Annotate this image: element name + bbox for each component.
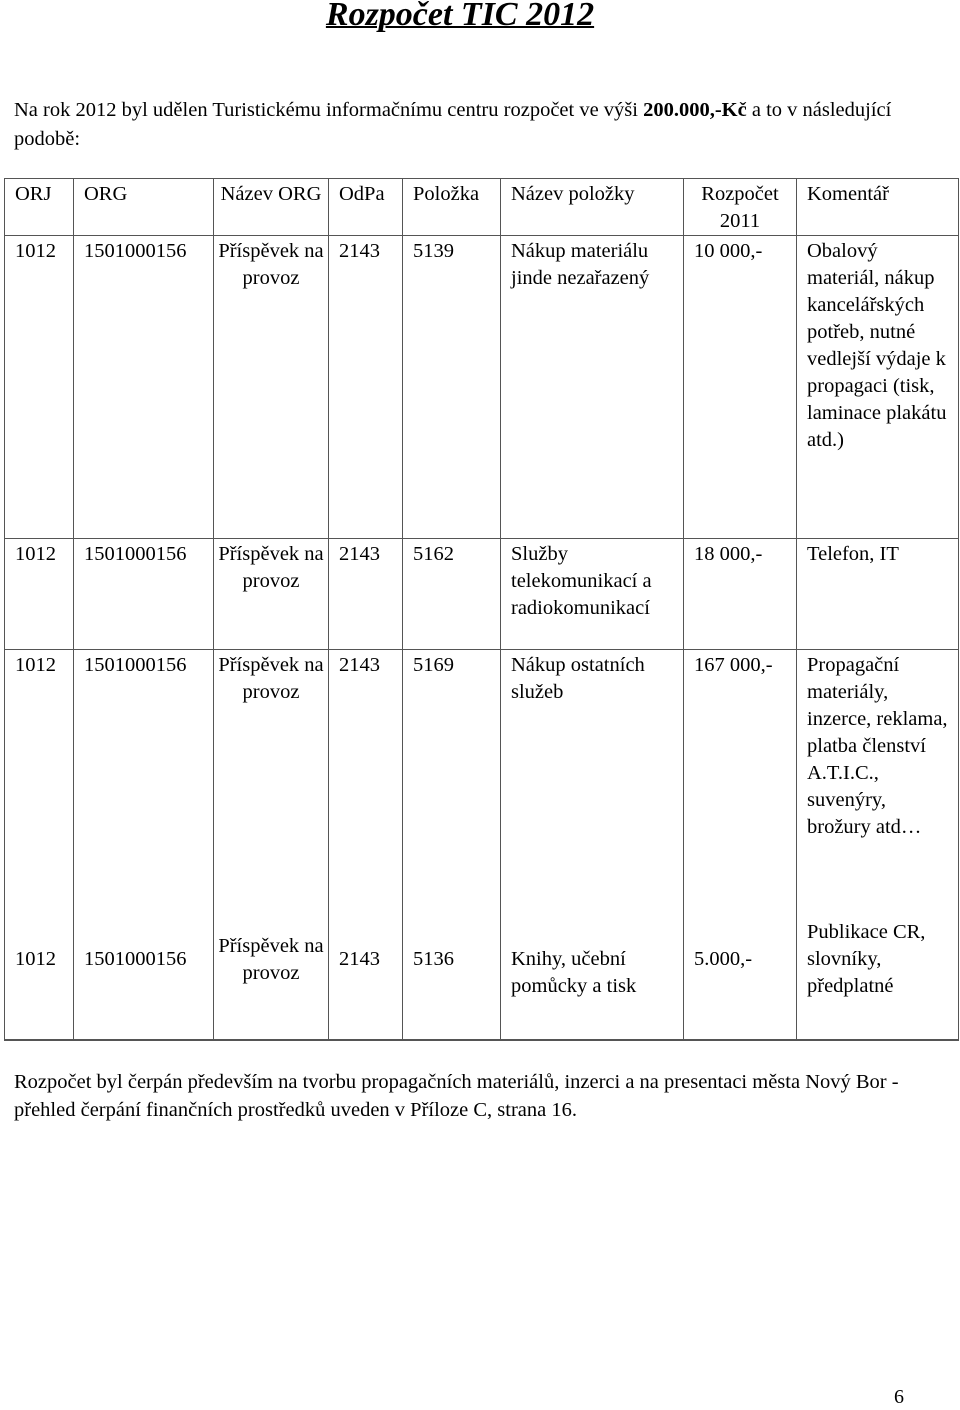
cell-nazev-polozky: Služby telekomunikací a radiokomunikací bbox=[501, 539, 684, 650]
cell-rozpocet: 167 000,- bbox=[684, 650, 797, 879]
header-org: ORG bbox=[74, 179, 214, 236]
intro-text-end: a to v následující podobě: bbox=[14, 99, 892, 150]
cell-nazev-org: Příspěvek na provoz bbox=[214, 650, 329, 879]
cell-nazev-polozky: Knihy, učební pomůcky a tisk bbox=[501, 878, 684, 1040]
table-header-row bbox=[5, 179, 959, 236]
table-row bbox=[5, 539, 959, 650]
header-komentar: Komentář bbox=[797, 179, 959, 236]
table-row bbox=[5, 878, 959, 1040]
cell-odpa: 2143 bbox=[329, 236, 403, 539]
cell-polozka: 5136 bbox=[403, 878, 501, 1040]
header-odpa: OdPa bbox=[329, 179, 403, 236]
cell-rozpocet: 5.000,- bbox=[684, 878, 797, 1040]
cell-odpa: 2143 bbox=[329, 539, 403, 650]
cell-komentar: Telefon, IT bbox=[797, 539, 959, 650]
cell-komentar: Publikace CR, slovníky, předplatné bbox=[797, 878, 959, 1040]
title-text: Rozpočet TIC 2012 bbox=[325, 0, 595, 33]
cell-org: 1501000156 bbox=[74, 236, 214, 539]
cell-komentar: Obalový materiál, nákup kancelářských potřeb, nutné vedlejší výdaje k propagaci (tisk, laminace plakátu atd.) bbox=[797, 236, 959, 539]
cell-orj: 1012 bbox=[5, 539, 74, 650]
header-polozka: Položka bbox=[403, 179, 501, 236]
cell-komentar: Propagační materiály, inzerce, reklama, platba členství A.T.I.C., suvenýry, brožury atd… bbox=[797, 650, 959, 879]
cell-orj: 1012 bbox=[5, 650, 74, 879]
header-nazev-org: Název ORG bbox=[214, 179, 329, 236]
table-row bbox=[5, 236, 959, 539]
table-row bbox=[5, 650, 959, 879]
cell-org: 1501000156 bbox=[74, 650, 214, 879]
cell-nazev-org: Příspěvek na provoz bbox=[214, 878, 329, 1040]
cell-rozpocet: 10 000,- bbox=[684, 236, 797, 539]
header-nazev-polozky: Název položky bbox=[501, 179, 684, 236]
cell-org: 1501000156 bbox=[74, 878, 214, 1040]
cell-rozpocet: 18 000,- bbox=[684, 539, 797, 650]
cell-polozka: 5169 bbox=[403, 650, 501, 879]
cell-odpa: 2143 bbox=[329, 878, 403, 1040]
cell-orj: 1012 bbox=[5, 878, 74, 1040]
summary-paragraph: Rozpočet byl čerpán především na tvorbu propagačních materiálů, inzerci a na presentaci města Nový Bor - přehled čerpání finančních prostředků uveden v Příloze C, strana 16. bbox=[14, 1071, 899, 1121]
intro-text: Na rok 2012 byl udělen Turistickému informačnímu centru rozpočet ve výši bbox=[14, 99, 644, 121]
cell-polozka: 5162 bbox=[403, 539, 501, 650]
header-orj: ORJ bbox=[5, 179, 74, 236]
cell-polozka: 5139 bbox=[403, 236, 501, 539]
cell-org: 1501000156 bbox=[74, 539, 214, 650]
cell-nazev-polozky: Nákup materiálu jinde nezařazený bbox=[501, 236, 684, 539]
cell-nazev-org: Příspěvek na provoz bbox=[214, 539, 329, 650]
page-number: 6 bbox=[894, 1386, 904, 1408]
cell-nazev-org: Příspěvek na provoz bbox=[214, 236, 329, 539]
header-rozpocet: Rozpočet 2011 bbox=[684, 179, 797, 236]
cell-odpa: 2143 bbox=[329, 650, 403, 879]
budget-table bbox=[4, 178, 959, 1041]
page-title bbox=[0, 0, 920, 34]
cell-orj: 1012 bbox=[5, 236, 74, 539]
intro-paragraph bbox=[14, 96, 944, 154]
intro-amount: 200.000,-Kč bbox=[643, 99, 747, 121]
cell-nazev-polozky: Nákup ostatních služeb bbox=[501, 650, 684, 879]
